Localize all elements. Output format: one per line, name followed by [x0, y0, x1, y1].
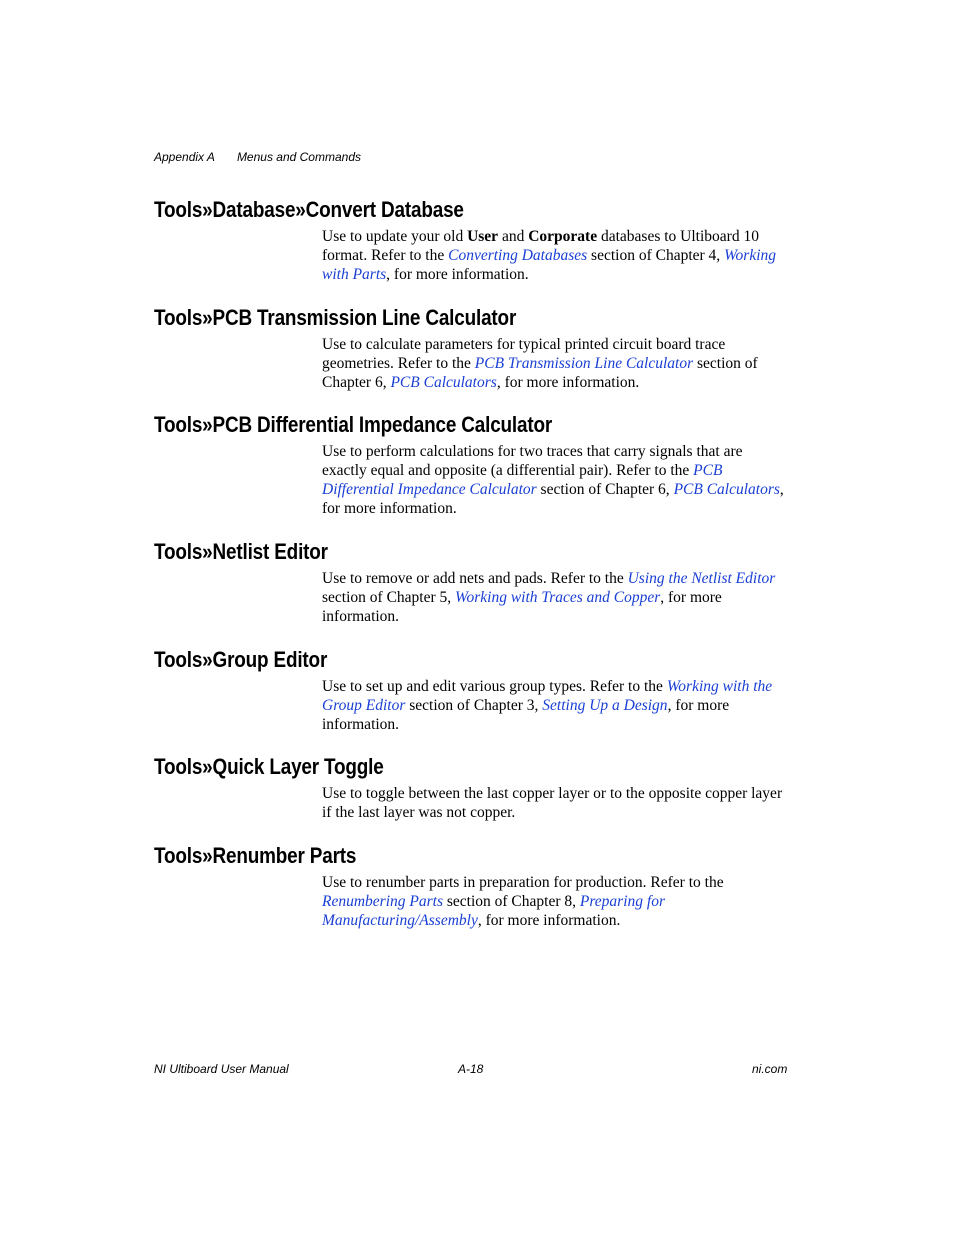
footer-website: ni.com	[752, 1062, 788, 1076]
section-convert-database	[154, 197, 794, 284]
xref-link[interactable]: Preparing for Manufacturing/Assembly	[322, 893, 665, 929]
section-body: Use to update your old User and Corporate databases to Ultiboard 10 format. Refer to the Converting Databases section of Chapter 4, Working with Parts, for more information.	[322, 228, 777, 283]
section-heading: Tools»Group Editor	[154, 647, 328, 672]
xref-link[interactable]: PCB Transmission Line Calculator	[474, 355, 694, 372]
section-heading: Tools»Database»Convert Database	[154, 197, 464, 222]
section-heading: Tools»Renumber Parts	[154, 843, 357, 868]
section-heading: Tools»PCB Differential Impedance Calculator	[154, 412, 553, 437]
footer-page-number: A-18	[458, 1062, 484, 1076]
xref-link[interactable]: Using the Netlist Editor	[627, 570, 776, 587]
section-quick-layer-toggle	[154, 754, 794, 822]
xref-link[interactable]: Converting Databases	[448, 247, 588, 264]
header-title: Menus and Commands	[236, 150, 361, 164]
section-body: Use to perform calculations for two traces that carry signals that are exactly equal and opposite (a differential pair). Refer to the PCB Differential Impedance Calculator section of Chapter 6, PCB Calculators, for more information.	[322, 443, 784, 517]
section-renumber-parts	[154, 843, 794, 930]
section-body: Use to renumber parts in preparation for production. Refer to the Renumbering Parts section of Chapter 8, Preparing for Manufacturing/Assembly, for more information.	[322, 874, 724, 929]
xref-link[interactable]: Working with the Group Editor	[322, 678, 773, 714]
section-body: Use to calculate parameters for typical printed circuit board trace geometries. Refer to the PCB Transmission Line Calculator section of Chapter 6, PCB Calculators, for more information.	[322, 336, 758, 391]
header-appendix: Appendix A	[154, 150, 215, 164]
footer-manual-title: NI Ultiboard User Manual	[154, 1062, 289, 1076]
section-heading: Tools»PCB Transmission Line Calculator	[154, 305, 517, 330]
xref-link[interactable]: Working with Parts	[322, 247, 777, 283]
xref-link[interactable]: Setting Up a Design	[542, 697, 668, 714]
xref-link[interactable]: PCB Calculators	[673, 481, 780, 498]
xref-link[interactable]: PCB Calculators	[390, 374, 497, 391]
section-body: Use to toggle between the last copper layer or to the opposite copper layer if the last layer was not copper.	[322, 785, 783, 821]
section-netlist-editor	[154, 539, 794, 626]
xref-link[interactable]: Renumbering Parts	[322, 893, 443, 910]
section-body: Use to remove or add nets and pads. Refer to the Using the Netlist Editor section of Chapter 5, Working with Traces and Copper, for more information.	[322, 570, 776, 625]
section-body: Use to set up and edit various group types. Refer to the Working with the Group Editor section of Chapter 3, Setting Up a Design, for more information.	[322, 678, 773, 733]
section-pcb-transmission-line-calculator	[154, 305, 794, 392]
section-pcb-differential-impedance-calculator	[154, 412, 794, 518]
section-heading: Tools»Netlist Editor	[154, 539, 328, 564]
section-heading: Tools»Quick Layer Toggle	[154, 754, 384, 779]
xref-link[interactable]: PCB Differential Impedance Calculator	[322, 462, 723, 498]
section-group-editor	[154, 647, 794, 734]
xref-link[interactable]: Working with Traces and Copper	[455, 589, 661, 606]
running-header	[154, 150, 361, 164]
